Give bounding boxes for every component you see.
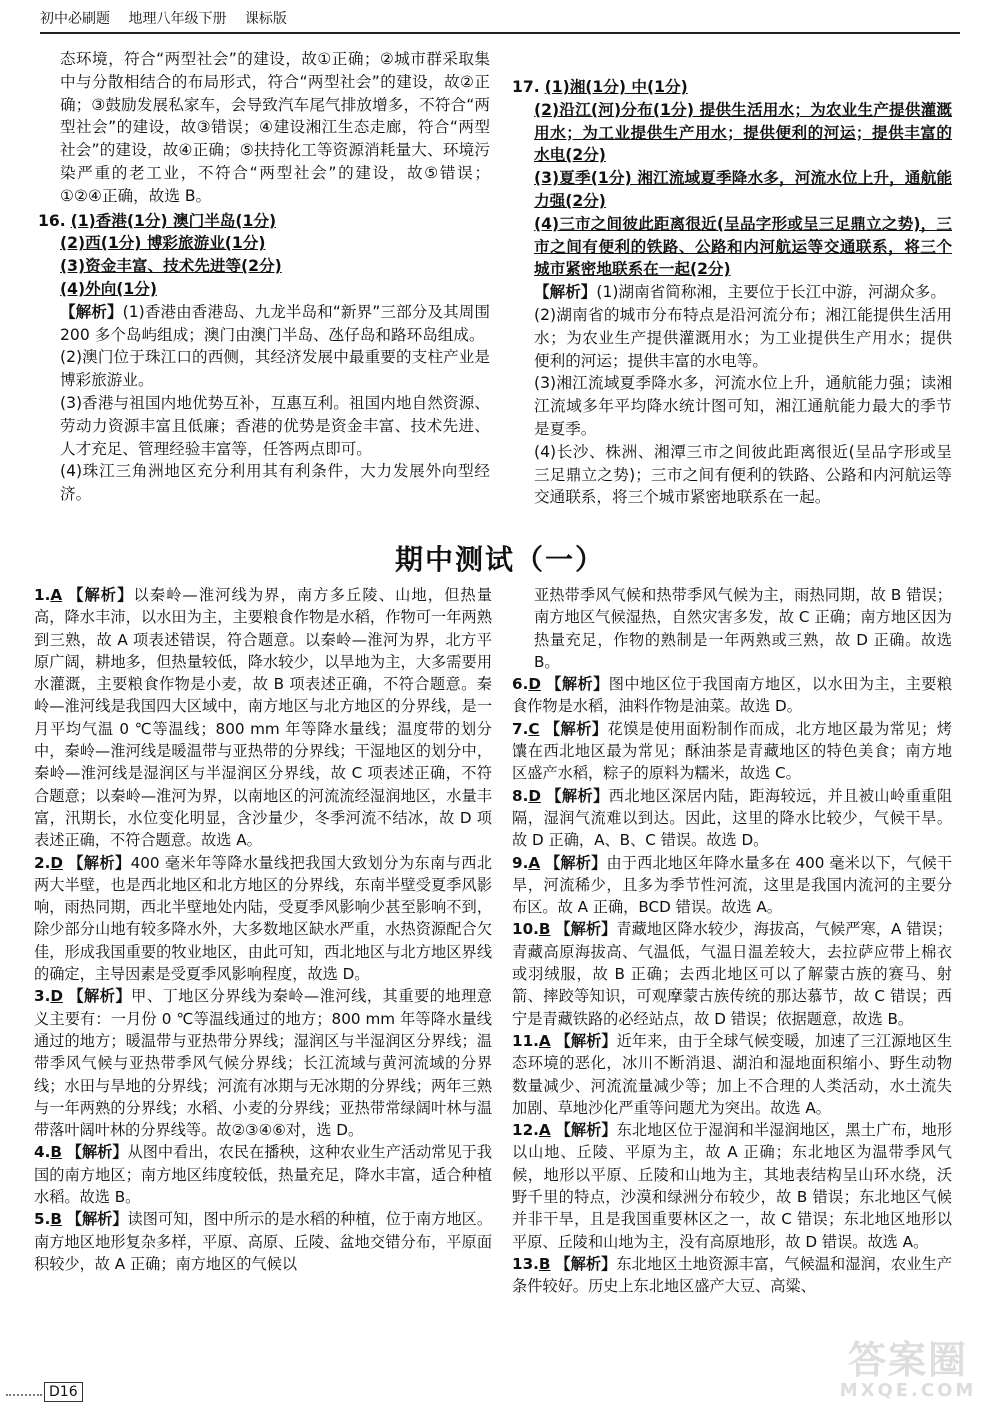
q17-answer-2: (2)沿江(河)分布(1分) 提供生活用水；为农业生产提供灌溉用水；为工业提供生产用水；提供便利的河运；提供丰富的水电(2分) <box>534 100 952 165</box>
item-answer: B <box>538 1254 551 1273</box>
item-number: 7. <box>512 719 529 738</box>
item-number: 12. <box>512 1121 539 1140</box>
item-answer: C <box>528 719 540 738</box>
analysis-tag: 【解析】 <box>546 675 609 694</box>
item-explanation: 以秦岭—淮河线为界，南方多丘陵、山地，但热量高，降水丰沛，以水田为主，主要粮食作物是水稻，作物可一年两熟到三熟，故 A 项表述错误，符合题意。以秦岭—淮河为界，北方平原广阔，耕地多，但热量较低，降水较少，以旱地为主，大多需要用水灌溉，主要粮食作物是小麦，故 B 项表述正确，不符合题意。秦岭—淮河线是我国四大区域中，南方地区与北方地区的分界线，是一月平均气温 0 ℃等温线；800 mm 年等降水量线；温度带的划分中，秦岭—淮河线是暖温带与亚热带的分界线；干湿地区的划分中，秦岭—淮河线是湿润区与半湿润区分界线，故 C 项表述正确，不符合题意；以秦岭—淮河为界，以南地区的河流流经湿润地区，水量丰富，汛期长，水位变化明显，含沙量少，冬季河流不结冰，故 D 项表述正确，不符合题意。故选 A。 <box>34 586 493 850</box>
analysis-tag: 【解析】 <box>68 987 132 1006</box>
analysis-tag: 【解析】 <box>68 853 131 872</box>
analysis-tag: 【解析】 <box>544 719 608 738</box>
q16-answer-2: (2)西(1分) 博彩旅游业(1分) <box>60 234 266 253</box>
q15-continued-text: 态环境，符合“两型社会”的建设，故①正确；②城市群采取集中与分散相结合的布局形式，符合“两型社会”的建设，故②正确；③鼓励发展私家车，会导致汽车尾气排放增多，不符合“两型社会”的建设，故③错误；④建设湘江生态走廊，符合“两型社会”的建设，故④正确；⑤扶持化工等资源消耗量大、环境污染严重的老工业，不符合“两型社会”的建设，故⑤错误；①②④正确，故选 B。 <box>60 50 490 205</box>
right-items <box>512 584 952 1298</box>
answer-item <box>512 673 952 718</box>
q17-answer-3: (3)夏季(1分) 湘江流域夏季降水多，河流水位上升，通航能力强(2分) <box>534 169 952 210</box>
answer-item <box>34 985 492 1141</box>
footer-dotted-rule <box>6 1394 42 1396</box>
item-answer: A <box>538 1121 551 1140</box>
item-number: 9. <box>512 853 529 872</box>
q17-explain-3: (3)湘江流域夏季降水多，河流水位上升，通航能力强；读湘江流域多年平均降水统计图可知，湘江通航能力最大的季节是夏季。 <box>534 374 952 438</box>
q16-answer-4: (4)外向(1分) <box>60 279 157 298</box>
answer-item <box>34 1208 492 1275</box>
item-number: 10. <box>512 920 539 939</box>
q16-answer-1: (1)香港(1分) 澳门半岛(1分) <box>70 211 277 230</box>
analysis-tag: 【解析】 <box>546 786 609 805</box>
item-answer: B <box>50 1143 62 1162</box>
item-answer: A <box>528 853 541 872</box>
answer-item <box>512 1119 952 1253</box>
item-number: 2. <box>34 853 51 872</box>
book-edition: 课标版 <box>244 11 287 27</box>
q17-answer-4: (4)三市之间彼此距离很近(呈品字形或呈三足鼎立之势)，三市之间有便利的铁路、公路和内河航运等交通联系，将三个城市紧密地联系在一起(2分) <box>534 214 952 279</box>
analysis-tag: 【解析】 <box>555 1254 617 1273</box>
watermark-bottom-text: MXQE.COM <box>839 1380 977 1401</box>
item-explanation: 东北地区位于湿润和半湿润地区，黑土广布，地形以山地、丘陵、平原为主，故 A 正确；东北地区为温带季风气候，地形以平原、丘陵和山地为主，其地表结构呈山环水绕，沃野千里的特点，沙漠和绿洲分布较少，故 B 错误；东北地区气候并非干旱，且是我国重要林区之一，故 C 错误；东北地区地形以平原、丘陵和山地为主，没有高原地形，故 D 错误。故选 A。 <box>512 1121 952 1251</box>
item-answer: D <box>50 987 63 1006</box>
q17-explain-4: (4)长沙、株洲、湘潭三市之间彼此距离很近(呈品字形或呈三足鼎立之势)；三市之间有便利的铁路、公路和内河航运等交通联系，将三个城市紧密地联系在一起。 <box>534 442 952 507</box>
item-answer: D <box>528 786 541 805</box>
answer-item <box>512 785 952 852</box>
q16-explain-4: (4)珠江三角洲地区充分利用其有利条件，大力发展外向型经济。 <box>60 462 490 504</box>
item-answer: B <box>538 920 551 939</box>
answer-item <box>34 852 492 986</box>
item-explanation: 400 毫米年等降水量线把我国大致划分为东南与西北两大半壁，也是西北地区和北方地区的分界线，东南半壁受夏季风影响，雨热同期，西北半壁地处内陆，受夏季风影响少甚至影响不到，除少部分山地有较多降水外，大多数地区缺水严重，水热资源配合欠佳，形成我国重要的牧业地区，由此可知，西北地区与北方地区界线的确定，主导因素是受夏季风影响程度，故选 D。 <box>34 853 493 984</box>
item-explanation: 亚热带季风气候和热带季风气候为主，雨热同期，故 B 错误；南方地区气候湿热，自然灾害多发，故 C 正确；南方地区因为热量充足，作物的熟制是一年两熟或三熟，故 D 正确。故选 B。 <box>534 586 952 671</box>
item-answer: B <box>50 1210 62 1229</box>
left-items <box>34 584 492 1275</box>
q16-number: 16. <box>38 211 66 230</box>
item-number: 8. <box>512 786 529 805</box>
page-number: D16 <box>44 1382 83 1402</box>
q17-explain-1: (1)湖南省简称湘，主要位于长江中游，河湖众多。 <box>596 283 946 302</box>
item-explanation: 近年来，由于全球气候变暖，加速了三江源地区生态环境的恶化，冰川不断消退、湖泊和湿地面积缩小、野生动物数量减少、河流流量减少等；加上不合理的人类活动，水土流失加剧、草地沙化严重等问题尤为突出。故选 A。 <box>512 1031 952 1117</box>
item-explanation: 由于西北地区年降水量多在 400 毫米以下，气候干旱，河流稀少，且多为季节性河流，这里是我国内流河的主要分布区。故 A 正确，BCD 错误。故选 A。 <box>512 853 953 917</box>
answer-item <box>34 1141 492 1208</box>
item-number: 11. <box>512 1031 539 1050</box>
q17-answer-1: (1)湘(1分) 中(1分) <box>544 78 688 96</box>
item-explanation: 甲、丁地区分界线为秦岭—淮河线，其重要的地理意义主要有：一月份 0 ℃等温线通过的地方；800 mm 年等降水量线通过的地方；暖温带与亚热带分界线；湿润区与半湿润区分界线；温带季风气候与亚热带季风气候分界线；长江流域与黄河流域的分界线；水田与旱地的分界线；河流有冰期与无冰期的分界线；两年三熟与一年两熟的分界线；水稻、小麦的分界线；亚热带常绿阔叶林与温带落叶阔叶林的分界线等。故②③④⑥对，选 D。 <box>34 987 493 1140</box>
analysis-tag: 【解析】 <box>545 853 607 872</box>
bottom-right-column <box>512 584 952 1298</box>
book-subject: 地理八年级下册 <box>128 11 227 27</box>
answer-item <box>512 1253 952 1298</box>
item-explanation: 图中地区位于我国南方地区，以水田为主，主要粮食作物是水稻，油料作物是油菜。故选 D。 <box>512 675 953 716</box>
item-number: 3. <box>34 987 51 1006</box>
item-number: 1. <box>34 586 51 604</box>
item-explanation: 西北地区深居内陆，距海较远，并且被山岭重重阻隔，湿润气流难以到达。因此，这里的降水比较少，气候干旱。故 D 正确，A、B、C 错误。故选 D。 <box>512 786 953 850</box>
q17-explain-2: (2)湖南省的城市分布特点是沿河流分布；湘江能提供生活用水；为农业生产提供灌溉用水；为工业提供生产用水；提供便利的河运；提供丰富的水电等。 <box>534 305 952 370</box>
answer-item <box>512 718 952 785</box>
analysis-tag: 【解析】 <box>555 920 617 939</box>
item-explanation: 花馍是使用面粉制作而成，北方地区最为常见；烤馕在西北地区最为常见；酥油茶是青藏地区的特色美食；南方地区盛产水稻，粽子的原料为糯米，故选 C。 <box>512 719 953 783</box>
q16-explain-2: (2)澳门位于珠江口的西侧，其经济发展中最重要的支柱产业是博彩旅游业。 <box>60 348 490 390</box>
q16-explain-3: (3)香港与祖国内地优势互补，互惠互利。祖国内地自然资源、劳动力资源丰富且低廉；香港的优势是资金丰富、技术先进、人才充足、管理经验丰富等，任答两点即可。 <box>60 393 490 458</box>
question-17 <box>512 76 952 509</box>
item-explanation: 东北地区土地资源丰富，气候温和湿润，农业生产条件较好。历史上东北地区盛产大豆、高粱、 <box>512 1254 953 1296</box>
item-answer: D <box>50 853 63 872</box>
q16-analysis-tag: 【解析】 <box>60 302 123 321</box>
item-answer: A <box>538 1031 551 1050</box>
page-header <box>40 6 960 34</box>
q16-answer-3: (3)资金丰富、技术先进等(2分) <box>60 257 282 276</box>
answer-item <box>34 584 492 852</box>
section-title: 期中测试（一） <box>394 543 605 576</box>
item-number: 6. <box>512 675 529 694</box>
q17-analysis-tag: 【解析】 <box>534 283 597 302</box>
item-explanation: 从图中看出，农民在播秧，这种农业生产活动常见于我国的南方地区；南方地区纬度较低，热量充足，降水丰富，适合种植水稻。故选 B。 <box>34 1143 492 1207</box>
answer-item <box>512 852 952 919</box>
item-answer: D <box>528 675 541 694</box>
analysis-tag: 【解析】 <box>66 1143 128 1162</box>
answer-item <box>512 918 952 1029</box>
item-number: 13. <box>512 1254 539 1273</box>
watermark-logo <box>838 1340 978 1412</box>
item-number: 4. <box>34 1143 51 1162</box>
q16-explain-1: (1)香港由香港岛、九龙半岛和“新界”三部分及其周围 200 多个岛屿组成；澳门由澳门半岛、氹仔岛和路环岛组成。 <box>60 302 490 344</box>
item-answer: A <box>50 586 63 604</box>
bottom-left-column <box>34 584 492 1275</box>
answer-item <box>512 1030 952 1119</box>
book-series: 初中必刷题 <box>40 11 110 27</box>
watermark-top-text: 答案圈 <box>847 1338 968 1382</box>
analysis-tag: 【解析】 <box>66 1210 128 1229</box>
analysis-tag: 【解析】 <box>555 1031 617 1050</box>
q17-number: 17. <box>512 78 540 96</box>
analysis-tag: 【解析】 <box>555 1121 617 1140</box>
answer-item-continued <box>512 584 952 673</box>
item-explanation: 青藏地区降水较少，海拔高，气候严寒，A 错误；青藏高原海拔高、气温低，气温日温差较大，去拉萨应带上棉衣或羽绒服，故 B 正确；去西北地区可以了解蒙古族的赛马、射箭、摔跤等知识，可观摩蒙古族传统的那达慕节，故 C 错误；西宁是青藏铁路的必经站点，故 D 错误；依据题意，故选 B。 <box>512 920 953 1028</box>
analysis-tag: 【解析】 <box>68 586 134 604</box>
top-left-column <box>38 48 490 506</box>
item-explanation: 读图可知，图中所示的是水稻的种植，位于南方地区。南方地区地形复杂多样，平原、高原、丘陵、盆地交错分布，平原面积较少，故 A 正确；南方地区的气候以 <box>34 1210 492 1273</box>
top-right-column <box>512 76 952 509</box>
item-number: 5. <box>34 1210 51 1229</box>
question-16 <box>38 210 490 506</box>
